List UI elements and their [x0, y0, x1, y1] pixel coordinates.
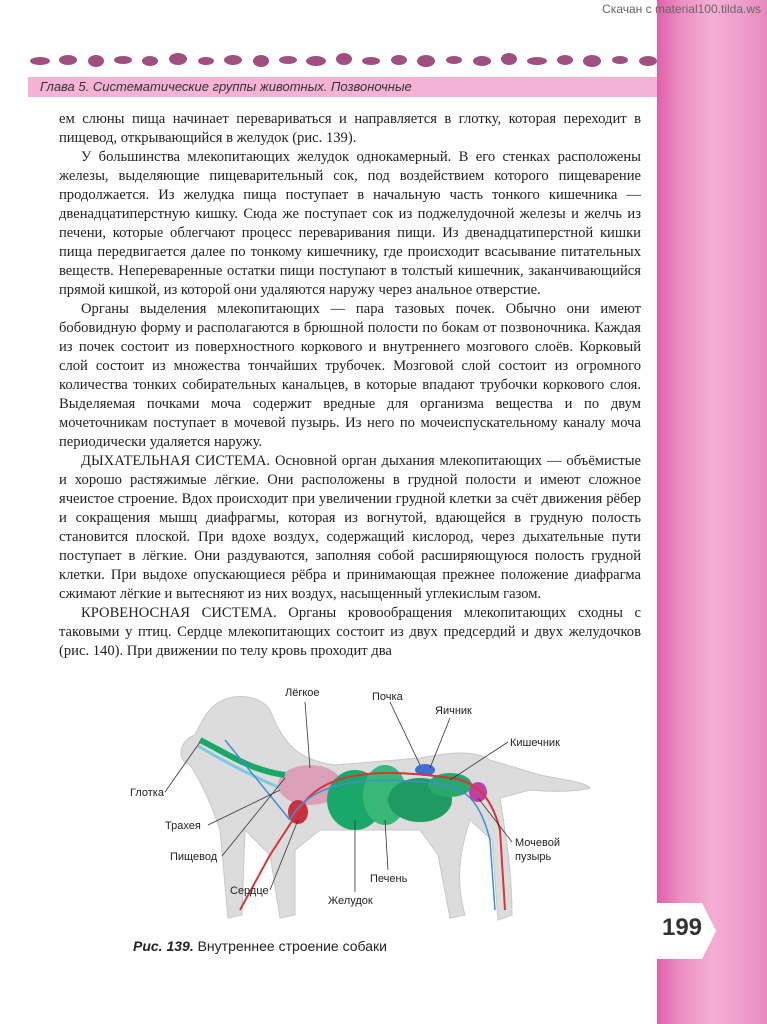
label-kidney: Почка: [372, 691, 403, 703]
label-pharynx: Глотка: [130, 787, 164, 799]
label-ovary: Яичник: [435, 705, 472, 717]
page-number: 199: [661, 914, 703, 941]
label-intestine: Кишечник: [510, 737, 560, 749]
label-esophagus: Пищевод: [170, 851, 218, 863]
label-heart: Сердце: [230, 885, 269, 897]
label-liver: Печень: [370, 873, 408, 885]
paragraph-2: У большинства млекопитающих желудок однокамерный. В его стенках расположены железы, выделяющие пищеварительный сок, под воздействием которого пищеварение продолжается. Из желудка пища поступает в начальную часть тонкого кишечника — двенадцатиперстную кишку. Сюда же поступает сок из поджелудочной железы и желчь из печени, которые облегчают процесс переваривания пищи. Из двенадцатиперстной кишки пища передвигается далее по тонкому кишечнику, где происходит всасывание питательных веществ. Непереваренные остатки пищи поступают в толстый кишечник, заканчивающийся прямой кишкой, из которой они удаляются наружу через анальное отверстие.: [59, 149, 641, 298]
label-lungs: Лёгкое: [285, 687, 320, 699]
animal-silhouette-strip: [28, 49, 668, 71]
chapter-title: Глава 5. Систематические группы животных. Позвоночные: [40, 79, 412, 94]
body-text: [59, 110, 641, 661]
figure-caption: [133, 938, 387, 954]
watermark: Скачан с material100.tilda.ws: [602, 2, 761, 16]
dog-anatomy-figure: [120, 680, 600, 945]
label-stomach: Желудок: [328, 895, 373, 907]
caption-text: Внутреннее строение собаки: [193, 938, 387, 954]
paragraph-5: КРОВЕНОСНАЯ СИСТЕМА. Органы кровообращения млекопитающих сходны с таковыми у птиц. Сердце млекопитающих состоит из двух предсердий и двух желудочков (рис. 140). При движении по телу кровь проходит два: [59, 605, 641, 659]
page-margin-band: [657, 0, 767, 1024]
label-bladder-line2: пузырь: [515, 851, 552, 863]
paragraph-4: ДЫХАТЕЛЬНАЯ СИСТЕМА. Основной орган дыхания млекопитающих — объёмистые и хорошо растяжимые лёгкие. Они расположены в грудной полости и имеют сложное ячеистое строение. Вдох происходит при увеличении грудной клетки за счёт движения рёбер и сокращения мышц диафрагмы, которая из вогнутой, вдающейся в грудную полость становится плоской. При вдохе воздух, содержащий кислород, через дыхательные пути поступает в лёгкие. Они раздуваются, заполняя собой расширяющуюся полость грудной клетки. При выдохе опускающиеся рёбра и принимающая прежнее положение диафрагма сжимают лёгкие и вытесняют из них воздух, насыщенный углекислым газом.: [59, 453, 641, 602]
paragraph-3: Органы выделения млекопитающих — пара тазовых почек. Обычно они имеют бобовидную форму и располагаются в брюшной полости по бокам от позвоночника. Каждая из почек состоит из поверхностного коркового и внутреннего мозгового слоёв. Корковый слой состоит из множества тончайших трубочек. Мозговой слой состоит из огромного количества тонких собирательных канальцев, в которые впадают трубочки коркового слоя. Выделяемая почками моча содержит вредные для организма вещества и по двум мочеточникам поступает в мочевой пузырь. Из него по мочеиспускательному каналу моча периодически удаляется наружу.: [59, 301, 641, 450]
label-bladder-line1: Мочевой: [515, 837, 560, 849]
paragraph-1: ем слюны пища начинает перевариваться и направляется в глотку, которая переходит в пищевод, открывающийся в желудок (рис. 139).: [59, 111, 641, 146]
caption-number: Рис. 139.: [133, 938, 194, 954]
label-trachea: Трахея: [165, 820, 201, 832]
